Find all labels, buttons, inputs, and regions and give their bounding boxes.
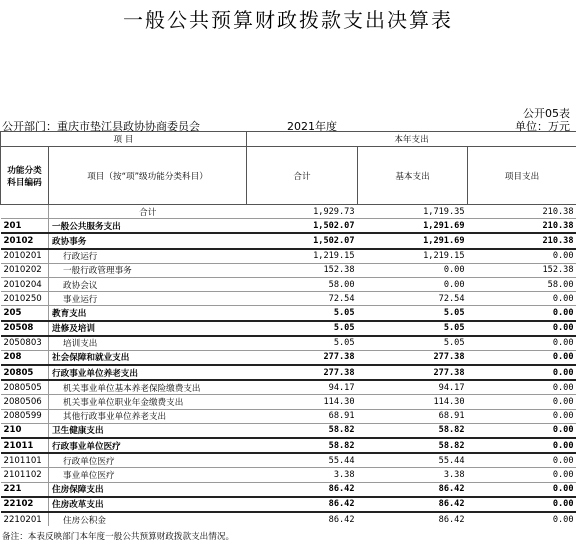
basic-cell: 114.30: [358, 395, 468, 409]
code-cell: 208: [1, 350, 49, 365]
code-header: 功能分类 科目编码: [1, 147, 49, 205]
code-cell: 201: [1, 219, 49, 234]
code-cell: 210: [1, 423, 49, 438]
project-cell: 0.00: [468, 438, 576, 453]
fiscal-year: 2021年度: [287, 120, 337, 133]
basic-cell: 86.42: [358, 512, 468, 526]
project-cell: 0.00: [468, 512, 576, 526]
code-cell: 2010204: [1, 277, 49, 291]
code-cell: 221: [1, 482, 49, 497]
basic-cell: 5.05: [358, 306, 468, 321]
project-cell: 210.38: [468, 219, 576, 234]
project-cell: 0.00: [468, 321, 576, 336]
total-cell: 94.17: [247, 380, 358, 395]
item-header: 项 目: [1, 132, 247, 147]
table-row: [1, 438, 576, 453]
code-cell: 2050803: [1, 336, 49, 351]
total-cell: 58.82: [247, 423, 358, 438]
total-cell: 1,219.15: [247, 249, 358, 264]
basic-cell: 86.42: [358, 497, 468, 512]
total-cell: 58.82: [247, 438, 358, 453]
table-row: [1, 263, 576, 277]
code-cell: 2010201: [1, 249, 49, 264]
table-row: [1, 219, 576, 234]
table-row: [1, 233, 576, 248]
total-cell: 1,502.07: [247, 233, 358, 248]
form-number: 公开05表: [523, 107, 570, 120]
table-row: [1, 306, 576, 321]
name-cell: 行政事业单位养老支出: [49, 365, 247, 380]
name-header: 项目（按“项”级功能分类科目）: [49, 147, 247, 205]
name-cell: 行政运行: [49, 249, 247, 264]
code-cell: 20805: [1, 365, 49, 380]
name-cell: 机关事业单位基本养老保险缴费支出: [49, 380, 247, 395]
table-row: [1, 453, 576, 468]
table-row: [1, 468, 576, 482]
basic-cell: 1,719.35: [358, 205, 468, 219]
table-body: [1, 205, 576, 527]
basic-cell: 72.54: [358, 292, 468, 306]
name-cell: 事业单位医疗: [49, 468, 247, 482]
total-cell: 277.38: [247, 350, 358, 365]
unit-label: 单位：万元: [515, 120, 570, 133]
table-row: [1, 380, 576, 395]
basic-cell: 277.38: [358, 350, 468, 365]
project-cell: 0.00: [468, 350, 576, 365]
name-cell: 社会保障和就业支出: [49, 350, 247, 365]
project-cell: 0.00: [468, 306, 576, 321]
name-cell: 住房公积金: [49, 512, 247, 526]
code-cell: 20508: [1, 321, 49, 336]
basic-cell: 58.82: [358, 423, 468, 438]
project-cell: 0.00: [468, 482, 576, 497]
name-cell: 培训支出: [49, 336, 247, 351]
basic-cell: 1,219.15: [358, 249, 468, 264]
code-cell: 22102: [1, 497, 49, 512]
name-cell: 政协会议: [49, 277, 247, 291]
total-cell: 1,502.07: [247, 219, 358, 234]
code-cell: 2010250: [1, 292, 49, 306]
table-row: [1, 482, 576, 497]
name-cell: 卫生健康支出: [49, 423, 247, 438]
project-cell: 0.00: [468, 497, 576, 512]
code-cell: 2080505: [1, 380, 49, 395]
table-row: [1, 249, 576, 264]
table-row: [1, 292, 576, 306]
basic-cell: 1,291.69: [358, 233, 468, 248]
name-cell: 住房保障支出: [49, 482, 247, 497]
project-header: 项目支出: [468, 147, 576, 205]
basic-cell: 0.00: [358, 277, 468, 291]
project-cell: 210.38: [468, 233, 576, 248]
name-cell: 一般公共服务支出: [49, 219, 247, 234]
code-cell: 2101102: [1, 468, 49, 482]
project-cell: 0.00: [468, 395, 576, 409]
basic-cell: 3.38: [358, 468, 468, 482]
project-cell: 0.00: [468, 249, 576, 264]
table-row: [1, 409, 576, 423]
basic-cell: 0.00: [358, 263, 468, 277]
page-title: 一般公共预算财政拨款支出决算表: [123, 8, 453, 32]
total-cell: 86.42: [247, 497, 358, 512]
expenditure-table: [0, 131, 576, 526]
name-cell: 进修及培训: [49, 321, 247, 336]
basic-cell: 5.05: [358, 321, 468, 336]
project-cell: 58.00: [468, 277, 576, 291]
name-cell: 其他行政事业单位养老支出: [49, 409, 247, 423]
code-cell: 2080599: [1, 409, 49, 423]
total-cell: 68.91: [247, 409, 358, 423]
table-row: [1, 350, 576, 365]
total-cell: 86.42: [247, 482, 358, 497]
total-cell: 277.38: [247, 365, 358, 380]
name-cell: 住房改革支出: [49, 497, 247, 512]
project-cell: 0.00: [468, 365, 576, 380]
table-row: [1, 395, 576, 409]
footer-note: 备注：本表反映部门本年度一般公共预算财政拨款支出情况。: [2, 532, 235, 542]
total-cell: 114.30: [247, 395, 358, 409]
name-cell: 政协事务: [49, 233, 247, 248]
project-cell: 152.38: [468, 263, 576, 277]
this-year-header: 本年支出: [247, 132, 576, 147]
department-label: 公开部门：重庆市垫江县政协协商委员会: [2, 120, 200, 133]
total-cell: 5.05: [247, 321, 358, 336]
code-cell: 2210201: [1, 512, 49, 526]
project-cell: 0.00: [468, 380, 576, 395]
code-cell: 20102: [1, 233, 49, 248]
name-cell: 行政事业单位医疗: [49, 438, 247, 453]
table-row: [1, 205, 576, 219]
total-cell: 86.42: [247, 512, 358, 526]
name-cell: 合计: [49, 205, 247, 219]
code-cell: [1, 205, 49, 219]
basic-cell: 68.91: [358, 409, 468, 423]
project-cell: 0.00: [468, 336, 576, 351]
name-cell: 一般行政管理事务: [49, 263, 247, 277]
total-cell: 3.38: [247, 468, 358, 482]
total-cell: 152.38: [247, 263, 358, 277]
basic-cell: 277.38: [358, 365, 468, 380]
table-row: [1, 423, 576, 438]
project-cell: 0.00: [468, 468, 576, 482]
basic-cell: 94.17: [358, 380, 468, 395]
project-cell: 0.00: [468, 292, 576, 306]
basic-header: 基本支出: [358, 147, 468, 205]
total-cell: 58.00: [247, 277, 358, 291]
table-row: [1, 336, 576, 351]
basic-cell: 86.42: [358, 482, 468, 497]
code-cell: 2010202: [1, 263, 49, 277]
basic-cell: 5.05: [358, 336, 468, 351]
table-row: [1, 512, 576, 526]
basic-cell: 55.44: [358, 453, 468, 468]
total-header: 合计: [247, 147, 358, 205]
total-cell: 1,929.73: [247, 205, 358, 219]
code-cell: 2080506: [1, 395, 49, 409]
total-cell: 5.05: [247, 306, 358, 321]
basic-cell: 1,291.69: [358, 219, 468, 234]
project-cell: 0.00: [468, 453, 576, 468]
table-row: [1, 497, 576, 512]
basic-cell: 58.82: [358, 438, 468, 453]
name-cell: 教育支出: [49, 306, 247, 321]
code-cell: 21011: [1, 438, 49, 453]
name-cell: 行政单位医疗: [49, 453, 247, 468]
name-cell: 机关事业单位职业年金缴费支出: [49, 395, 247, 409]
code-cell: 2101101: [1, 453, 49, 468]
total-cell: 55.44: [247, 453, 358, 468]
table-row: [1, 277, 576, 291]
name-cell: 事业运行: [49, 292, 247, 306]
total-cell: 5.05: [247, 336, 358, 351]
code-cell: 205: [1, 306, 49, 321]
project-cell: 0.00: [468, 409, 576, 423]
project-cell: 210.38: [468, 205, 576, 219]
table-row: [1, 321, 576, 336]
table-row: [1, 365, 576, 380]
total-cell: 72.54: [247, 292, 358, 306]
project-cell: 0.00: [468, 423, 576, 438]
